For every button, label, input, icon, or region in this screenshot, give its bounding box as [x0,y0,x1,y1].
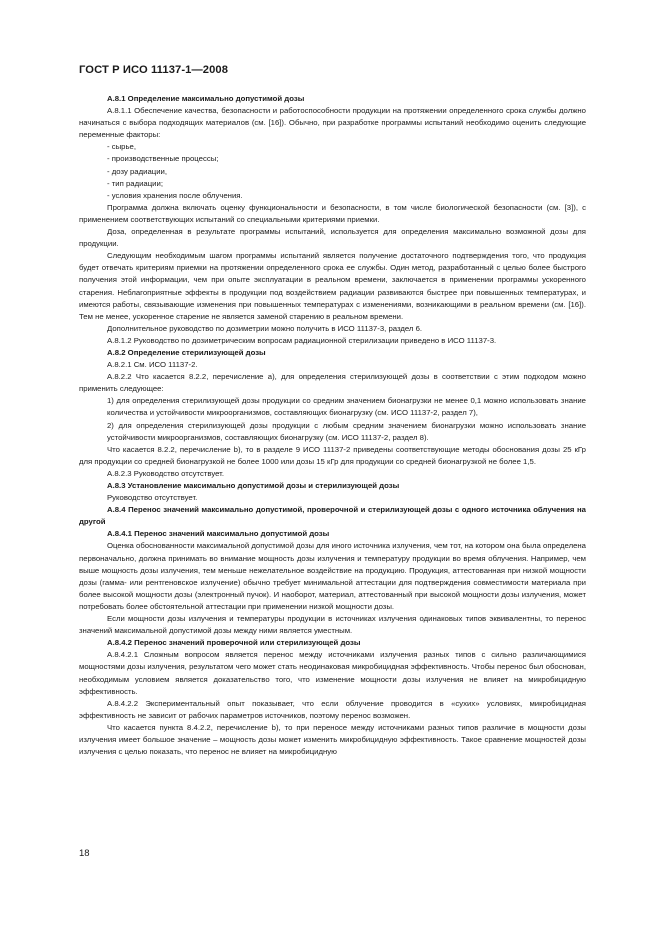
paragraph: Доза, определенная в результате программы испытаний, используется для определения максимально возможной дозы для продукции. [79,227,586,249]
paragraph: A.8.2.3 Руководство отсутствует. [107,468,225,478]
list-item: - тип радиации; [107,178,163,188]
paragraph: Оценка обоснованности максимальной допустимой дозы для иного источника излучения, чем тот, на котором она была определена первоначально, должна принимать во внимание мощность дозы излучения и температуру продукции во время облучения. Например, чем выше мощность дозы излучения, тем меньше нежелательное воздействие на продукцию. Продукция, аттестованная при низкой мощности дозы (гамма- или рентгеновское излучение) обычно требует минимальной аттестации для подтверждения совместимости материала при более высокой мощности дозы (электронный пучок). И наоборот, материал, аттестованный при высокой мощности дозы излучения, может потребовать более обстоятельной аттестации при применении низкой мощности дозы. [79,541,586,611]
section-heading: A.8.4.2 Перенос значений проверочной или стерилизующей дозы [107,638,361,648]
list-item: 1) для определения стерилизующей дозы продукции со средним значением бионагрузки не менее 0,1 можно использовать знание количества и устойчивости микроорганизмов, составляющих бионагрузку (см. ИСО 11137-2, раздел 7), [107,396,586,418]
paragraph: A.8.2.1 См. ИСО 11137-2. [107,360,198,370]
paragraph: Что касается 8.2.2, перечисление b), то в разделе 9 ИСО 11137-2 приведены соответствующие методы обоснования дозы 25 кГр для продукции со средней бионагрузкой не более 1000 или дозы 15 кГр для продукции со средней бионагрузкой не более 1,5. [79,444,586,466]
section-heading: A.8.1 Определение максимально допустимой дозы [107,94,305,103]
document-header: ГОСТ Р ИСО 11137-1—2008 [79,64,229,76]
paragraph: A.8.1.2 Руководство по дозиметрическим вопросам радиационной стерилизации приведено в ИСО 11137-3. [107,335,497,345]
list-item: - сырье, [107,142,136,152]
paragraph: A.8.4.2.2 Экспериментальный опыт показывает, что если облучение проводится в «сухих» условиях, микробицидная эффективность не зависит от рабочих параметров источников, поэтому перенос возможен. [79,698,586,720]
list-item: - условия хранения после облучения. [107,190,243,200]
paragraph: Программа должна включать оценку функциональности и безопасности, в том числе биологической безопасности (см. [3]), с применением соответствующих испытаний со специальными критериями приемки. [79,202,586,224]
section-heading: A.8.2 Определение стерилизующей дозы [107,347,266,357]
list-item: - дозу радиации, [107,166,168,176]
paragraph: Следующим необходимым шагом программы испытаний является получение достаточного подтверждения того, что продукция будет отвечать критериям приемки на протяжении определенного срока ее службы. Один метод, разработанный с целью более быстрого получения этой информации, чем при опыте эксплуатации в реальном времени, заключается в применении программы ускоренного старения. Неблагоприятные эффекты в продукции под воздействием радиации развиваются быстрее при повышенных температурах, и имеются работы, связывающие изменения при повышенных температурах с изменениями, возникающими в реальном времени (см. [16]). Тем не менее, ускоренное старение не является заменой старению в реальном времени. [79,251,586,321]
list-item: 2) для определения стерилизующей дозы продукции с любым средним значением бионагрузки можно использовать знание устойчивости микроорганизмов, составляющих бионагрузку (см. ИСО 11137-2, раздел 8). [107,420,586,442]
paragraph: A.8.1.1 Обеспечение качества, безопасности и работоспособности продукции на протяжении определенного срока службы должно начинаться с выбора подходящих материалов (см. [16]). Обычно, при разработке программы испытаний необходимо оценить следующие переменные факторы: [79,106,586,140]
paragraph: Если мощности дозы излучения и температуры продукции в источниках излучения одинаковых типов эквивалентны, то перенос значений максимальной допустимой дозы между ними является уместным. [79,614,586,636]
section-heading: A.8.3 Установление максимально допустимой дозы и стерилизующей дозы [107,481,400,490]
paragraph: A.8.4.2.1 Сложным вопросом является перенос между источниками излучения разных типов с сильно различающимися мощностями дозы излучения, результатом чего может стать неодинаковая микробицидная эффективность. Чтобы перенос был обоснован, необходимым условием является доказательство того, что изменение мощности дозы излучения не влияет на микробицидную эффективность. [79,650,586,696]
paragraph: Руководство отсутствует. [107,493,198,503]
section-heading: A.8.4.1 Перенос значений максимально допустимой дозы [107,529,330,539]
section-heading: A.8.4 Перенос значений максимально допустимой, проверочной и стерилизующей дозы с одного источника облучения на другой [79,505,586,527]
paragraph: Дополнительное руководство по дозиметрии можно получить в ИСО 11137-3, раздел 6. [107,323,423,333]
document-body [79,93,586,758]
paragraph: Что касается пункта 8.4.2.2, перечисление b), то при переносе между источниками разных типов различие в мощности дозы излучения имеет большое значение – мощность дозы может изменить микробицидную эффективность. Такое сравнение мощностей дозы излучения с целью показать, что перенос не влияет на микробицидную [79,722,586,757]
page-number: 18 [79,848,90,859]
list-item: - производственные процессы; [107,154,219,164]
paragraph: A.8.2.2 Что касается 8.2.2, перечисление a), для определения стерилизующей дозы в соответствии с этим подходом можно применить следующее: [79,372,586,394]
